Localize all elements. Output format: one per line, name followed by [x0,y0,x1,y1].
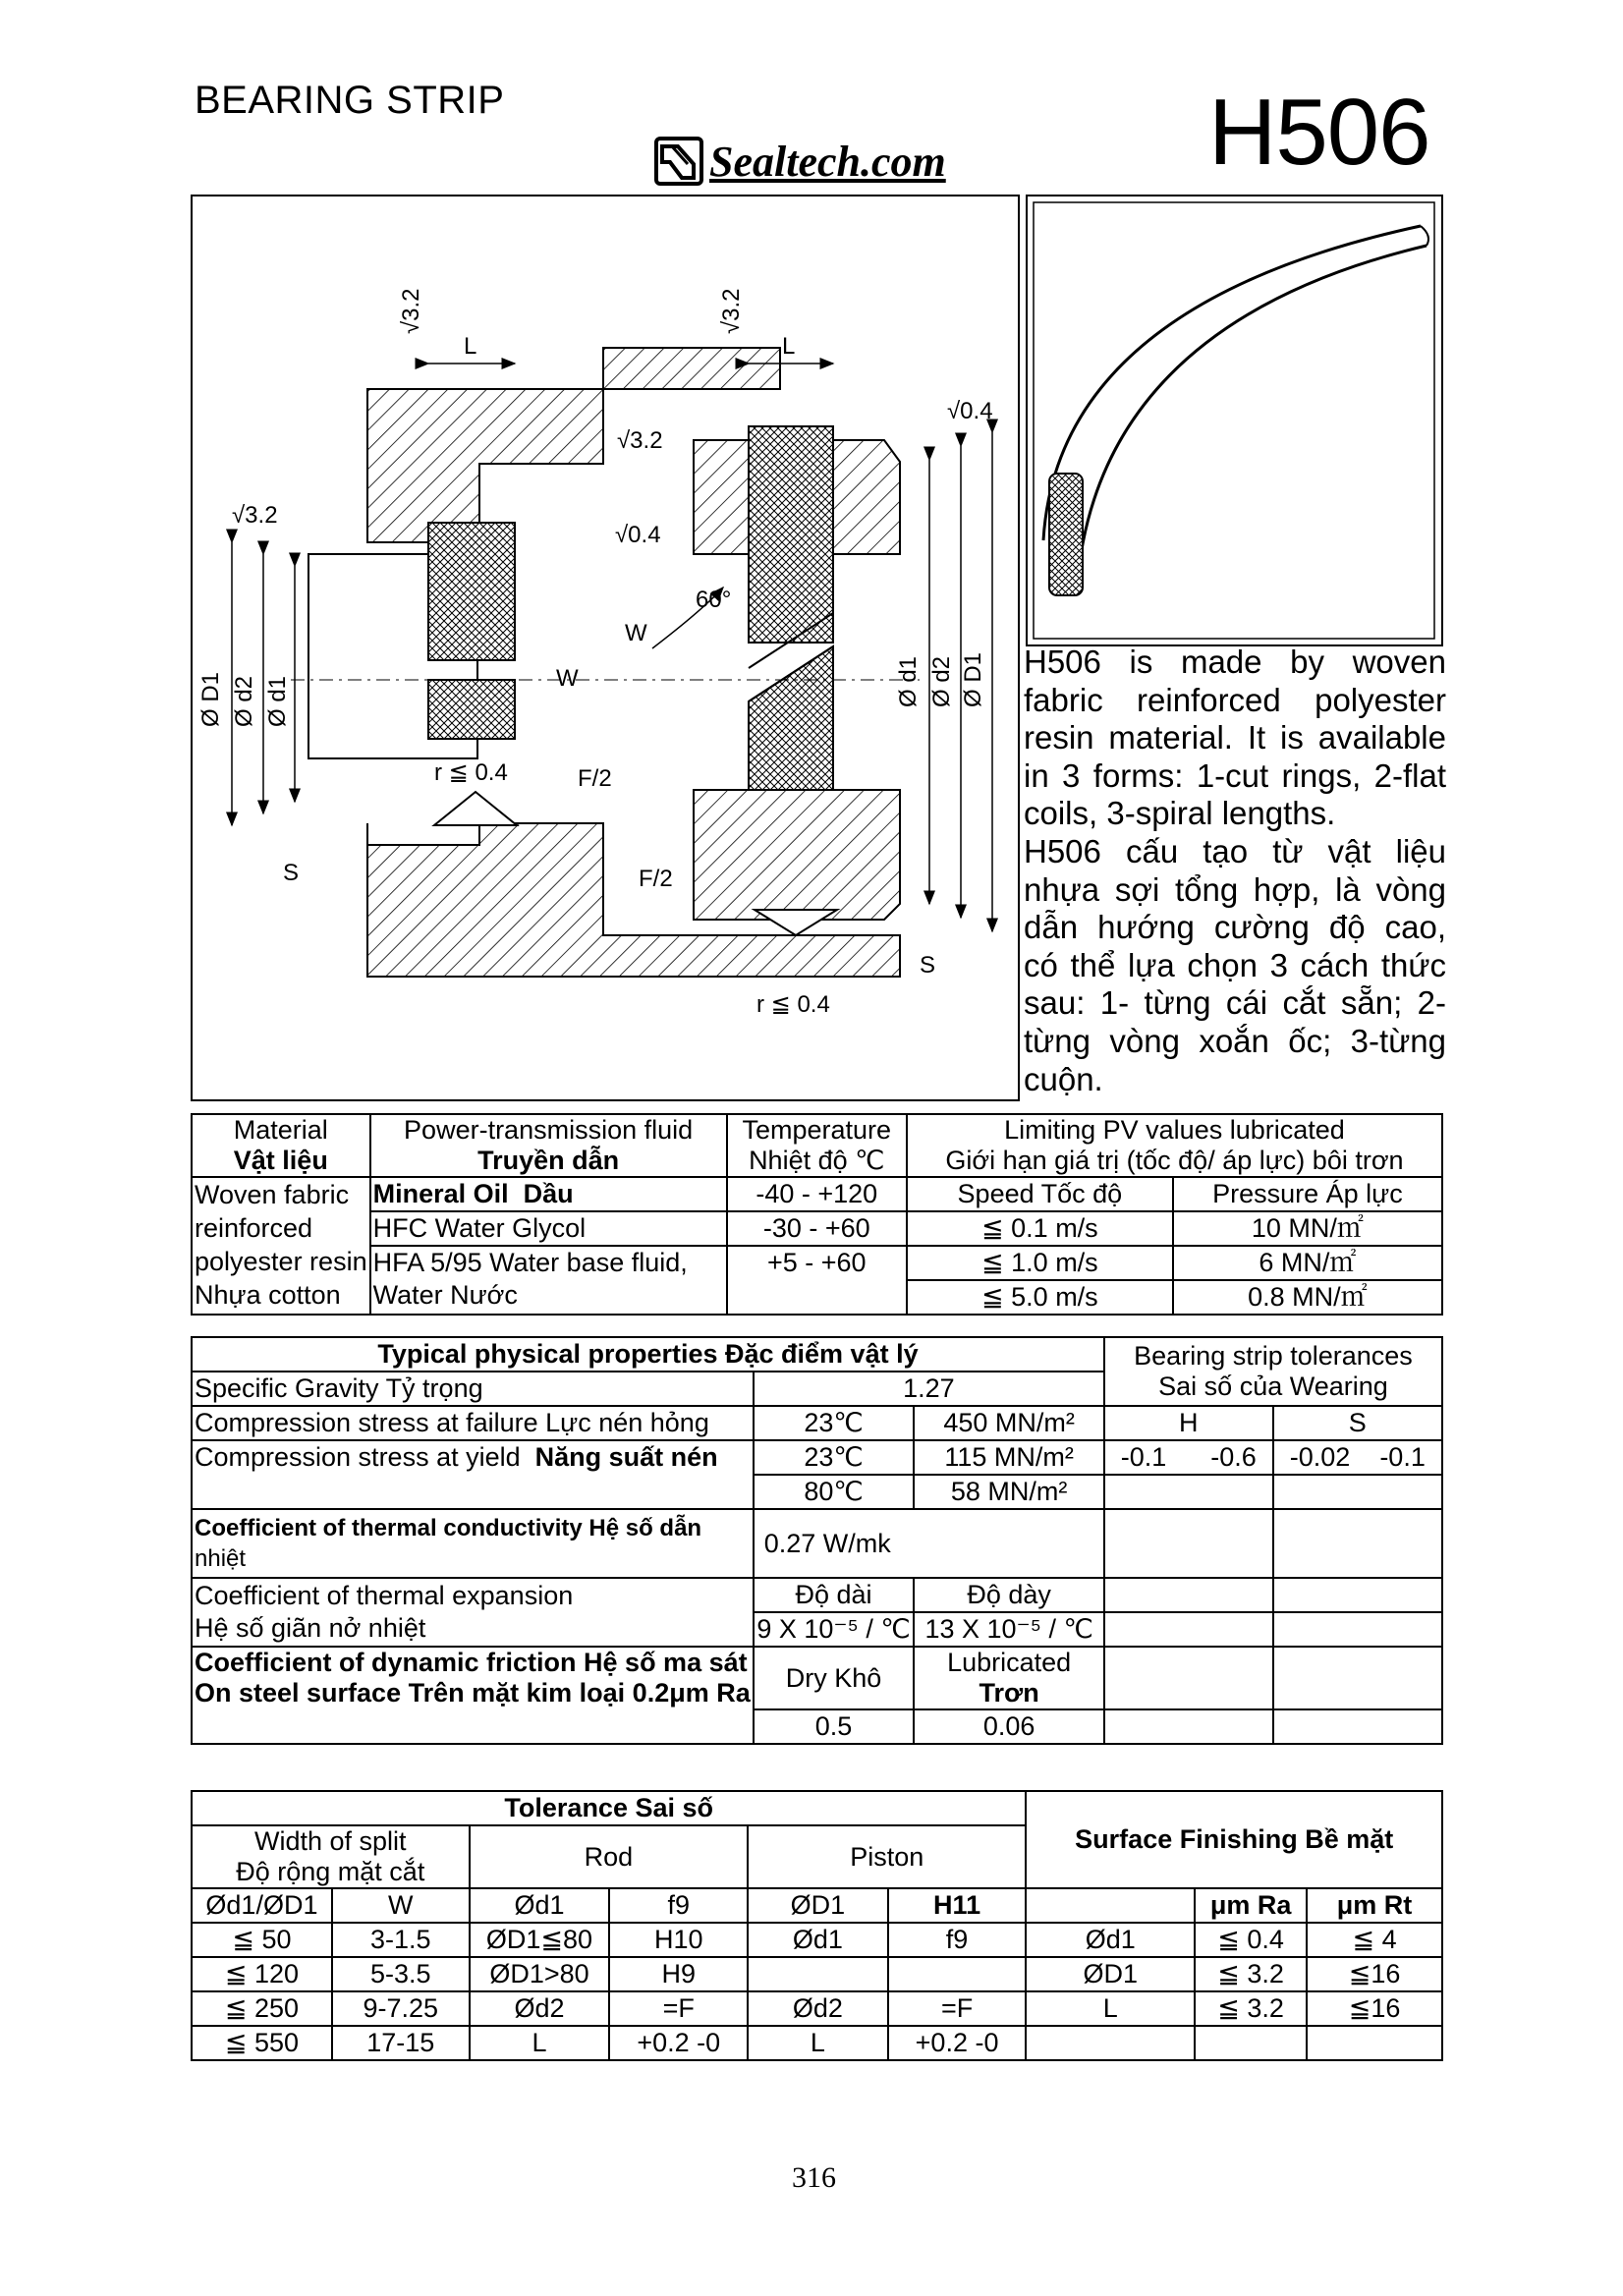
compression-yield-temp-1: 23℃ [754,1440,915,1475]
label-W-piston: W [625,620,647,646]
compression-failure-value: 450 MN/m² [914,1406,1104,1440]
temp-mineral-oil: -40 - +120 [727,1177,907,1211]
friction-lubricated-value: 0.06 [914,1709,1104,1744]
label-angle: 60° [696,587,732,613]
piston-bearing-strip [749,426,833,643]
temp-hfc: -30 - +60 [727,1211,907,1246]
rod-header: Rod [470,1825,749,1888]
document-title: BEARING STRIP [195,79,505,122]
physical-properties-table [191,1336,1443,1745]
page-number: 316 [792,2161,836,2194]
label-L-rod: L [464,333,477,360]
tol-S-values: -0.02 -0.1 [1273,1440,1442,1475]
specific-gravity-value: 1.27 [754,1372,1104,1406]
tol-H-header: H [1104,1406,1273,1440]
label-roughness-mid: √3.2 [617,427,663,454]
specific-gravity-label: Specific Gravity Tỷ trọng [192,1372,754,1406]
product-code: H506 [1208,80,1430,185]
pressure-row-2: 6 MN/㎡ [1173,1246,1442,1280]
thermal-expansion-label: Coefficient of thermal expansion Hệ số giãn nở nhiệt [192,1578,754,1647]
col-head-rod-f9: f9 [609,1888,748,1923]
label-roughness-04-right: √0.4 [947,398,993,424]
sealtech-logo [654,133,946,190]
friction-lubricated-header: Lubricated Trơn [914,1647,1104,1709]
col-head-Ra: μm Ra [1195,1888,1307,1923]
col-head-diameter: Ød1/ØD1 [192,1888,332,1923]
table-row: ≦ 250 9-7.25 Ød2 =F Ød2 =F L ≦ 3.2 ≦16 [192,1991,1442,2026]
col-head-W: W [332,1888,470,1923]
header-fluid: Power-transmission fluid Truyền dẫn [370,1114,727,1177]
thermal-expansion-thickness-header: Độ dày [914,1578,1104,1612]
installation-drawing [191,195,1020,1101]
col-head-Rt: μm Rt [1307,1888,1442,1923]
speed-row-1: ≦ 0.1 m/s [907,1211,1173,1246]
label-roughness-rod: √3.2 [398,288,424,334]
col-head-piston-D1: ØD1 [748,1888,888,1923]
label-roughness-piston: √3.2 [718,288,745,334]
label-F2-piston: F/2 [639,866,673,892]
tol-H-values: -0.1 -0.6 [1104,1440,1273,1475]
label-D1-left: Ø D1 [197,671,224,727]
material-table [191,1113,1443,1316]
label-L-piston: L [782,333,796,360]
header-material: Material Vật liệu [192,1114,370,1177]
label-roughness-left: √3.2 [232,502,278,529]
friction-dry-header: Dry Khô [754,1647,915,1709]
label-D1-right: Ø D1 [960,651,986,707]
label-roughness-04-mid: √0.4 [615,522,661,548]
friction-dry-value: 0.5 [754,1709,915,1744]
thermal-conductivity-value: 0.27 W/mk [754,1509,1104,1578]
thermal-expansion-length-header: Độ dài [754,1578,915,1612]
thermal-expansion-thickness-value: 13 X 10⁻⁵ / ℃ [914,1612,1104,1647]
fluid-hfc: HFC Water Glycol [370,1211,727,1246]
material-name: Woven fabric reinforced polyester resin Nhựa cotton [192,1177,370,1315]
label-W-rod: W [556,665,579,692]
compression-yield-value-2: 58 MN/m² [914,1475,1104,1509]
label-d1-left: Ø d1 [264,675,291,727]
description-vi: H506 cấu tạo từ vật liệu nhựa sợi tổng hợp, là vòng dẫn hướng cường độ cao, có thể lựa chọn 3 cách thức sau: 1- từng cái cắt sẵn; 2-từng vòng xoắn ốc; 3-từng cuộn. [1024,832,1446,1097]
col-head-piston-H11: H11 [888,1888,1027,1923]
strip-cross-section [1049,474,1083,595]
speed-row-2: ≦ 1.0 m/s [907,1246,1173,1280]
label-r-rod: r ≦ 0.4 [434,759,508,786]
pressure-row-3: 0.8 MN/㎡ [1173,1280,1442,1315]
label-r-piston: r ≦ 0.4 [756,991,830,1018]
compression-yield-label: Compression stress at yield Năng suất nén [192,1440,754,1509]
label-d2-left: Ø d2 [231,675,257,727]
surface-finishing-title: Surface Finishing Bề mặt [1026,1791,1442,1888]
properties-title: Typical physical properties Đặc điểm vật lý [192,1337,1104,1372]
tolerance-title: Tolerance Sai số [192,1791,1026,1825]
header-temperature: Temperature Nhiệt độ ℃ [727,1114,907,1177]
table-row: ≦ 550 17-15 L +0.2 -0 L +0.2 -0 [192,2026,1442,2060]
fluid-hfa: HFA 5/95 Water base fluid, Water Nước [370,1246,727,1315]
tolerance-table [191,1790,1443,2061]
rod-bearing-strip [428,523,515,660]
compression-failure-temp: 23℃ [754,1406,915,1440]
label-S-rod: S [283,860,300,886]
compression-yield-value-1: 115 MN/m² [914,1440,1104,1475]
table-row: ≦ 120 5-3.5 ØD1>80 H9 ØD1 ≦ 3.2 ≦16 [192,1957,1442,1991]
pressure-header: Pressure Áp lực [1173,1177,1442,1211]
table-row: ≦ 50 3-1.5 ØD1≦80 H10 Ød1 f9 Ød1 ≦ 0.4 ≦ 4 [192,1923,1442,1957]
thermal-conductivity-label: Coefficient of thermal conductivity Hệ số dẫn nhiệt [192,1509,754,1578]
label-S-piston: S [920,952,936,979]
compression-failure-label: Compression stress at failure Lực nén hỏng [192,1406,754,1440]
width-of-split-header: Width of split Độ rộng mặt cắt [192,1825,470,1888]
col-head-rod-d1: Ød1 [470,1888,610,1923]
tolerances-title: Bearing strip tolerances Sai số của Wearing [1104,1337,1442,1406]
logo-text: Sealtech.com [709,137,946,186]
header-pv: Limiting PV values lubricated Giới hạn giá trị (tốc độ/ áp lực) bôi trơn [907,1114,1442,1177]
col-head-surface [1026,1888,1195,1923]
tol-S-header: S [1273,1406,1442,1440]
fluid-mineral-oil: Mineral Oil Dầu [370,1177,727,1211]
speed-row-3: ≦ 5.0 m/s [907,1280,1173,1315]
product-description [1024,644,1446,1098]
label-F2-rod: F/2 [578,765,612,792]
piston-header: Piston [748,1825,1026,1888]
description-en: H506 is made by woven fabric reinforced polyester resin material. It is available in 3 forms: 1-cut rings, 2-flat coils, 3-spiral lengths. [1024,644,1446,832]
temp-hfa: +5 - +60 [727,1246,907,1315]
strip-illustration [1026,195,1443,646]
label-d1-right: Ø d1 [895,655,922,707]
compression-yield-temp-2: 80℃ [754,1475,915,1509]
speed-header: Speed Tốc độ [907,1177,1173,1211]
friction-label: Coefficient of dynamic friction Hệ số ma sát On steel surface Trên mặt kim loại 0.2μm Ra [192,1647,754,1744]
label-d2-right: Ø d2 [928,655,955,707]
thermal-expansion-length-value: 9 X 10⁻⁵ / ℃ [754,1612,915,1647]
logo-icon [654,137,703,186]
pressure-row-1: 10 MN/㎡ [1173,1211,1442,1246]
